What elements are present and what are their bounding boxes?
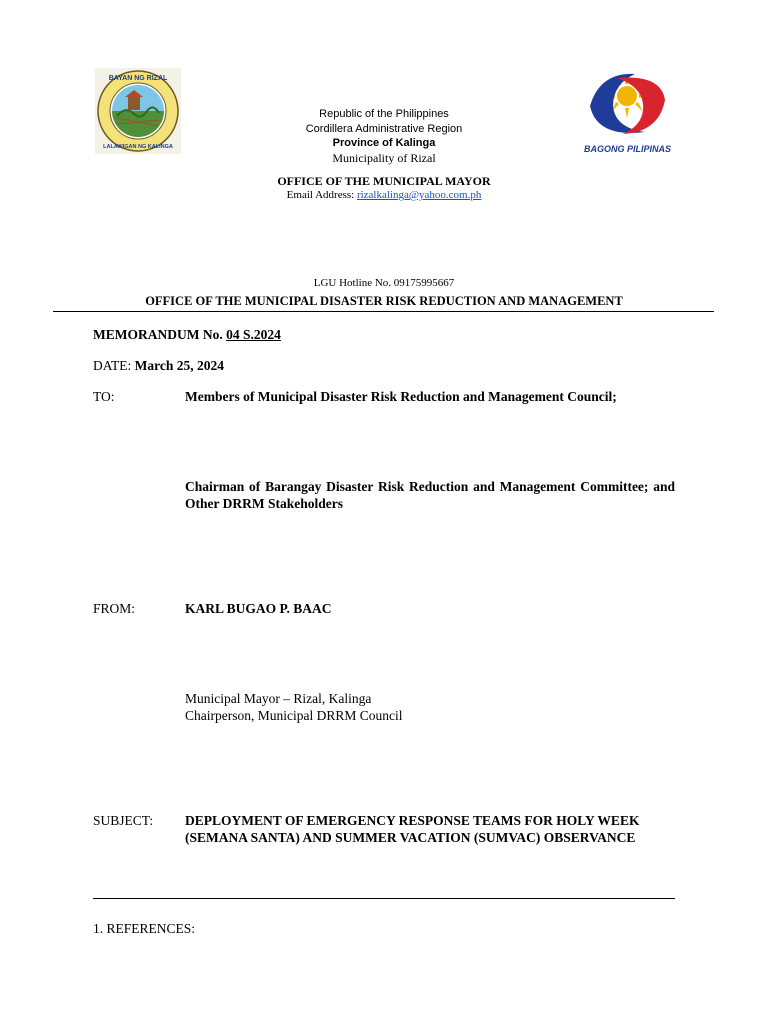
header-republic: Republic of the Philippines — [319, 108, 449, 120]
from-title-2: Chairperson, Municipal DRRM Council — [185, 708, 403, 723]
header-office-mayor: OFFICE OF THE MUNICIPAL MAYOR — [277, 174, 491, 188]
to-recipient-1: Members of Municipal Disaster Risk Reduction and Management Council; — [185, 389, 617, 404]
to-recipient-2: Chairman of Barangay Disaster Risk Reduction and Management Committee; and Other DRRM Stakeholders — [185, 479, 675, 511]
memo-date — [93, 357, 224, 374]
bagong-pilipinas-caption: BAGONG PILIPINAS — [583, 144, 671, 154]
seal-top-text: BAYAN NG RIZAL — [108, 75, 168, 82]
email-label: Email Address: — [286, 189, 355, 201]
email-link[interactable]: rizalkalinga@yahoo.com.ph — [356, 189, 482, 201]
date-label: DATE: — [93, 358, 132, 373]
memo-number-label: MEMORANDUM No. — [93, 327, 223, 342]
subject-value: DEPLOYMENT OF EMERGENCY RESPONSE TEAMS FOR HOLY WEEK (SEMANA SANTA) AND SUMMER VACATION (SUMVAC) OBSERVANCE — [185, 813, 640, 845]
memo-number — [93, 326, 281, 343]
header-municipality: Municipality of Rizal — [332, 151, 436, 165]
header-region: Cordillera Administrative Region — [305, 123, 463, 135]
header-province: Province of Kalinga — [332, 137, 436, 149]
header-divider — [53, 311, 714, 312]
from-name: KARL BUGAO P. BAAC — [185, 601, 332, 616]
references-heading: 1. REFERENCES: — [93, 921, 196, 936]
header-office-drrm: OFFICE OF THE MUNICIPAL DISASTER RISK REDUCTION AND MANAGEMENT — [145, 294, 623, 308]
header-hotline: LGU Hotline No. 09175995667 — [313, 277, 455, 289]
from-label: FROM: — [93, 601, 136, 616]
header-email-line — [0, 188, 768, 202]
date-value: March 25, 2024 — [134, 358, 224, 373]
from-title-1: Municipal Mayor – Rizal, Kalinga — [185, 691, 372, 706]
seal-bottom-text: LALAWIGAN NG KALINGA — [103, 144, 173, 150]
to-label: TO: — [93, 389, 115, 404]
memo-number-value: 04 S.2024 — [226, 327, 281, 342]
subject-divider — [93, 898, 675, 899]
subject-label: SUBJECT: — [93, 813, 154, 828]
